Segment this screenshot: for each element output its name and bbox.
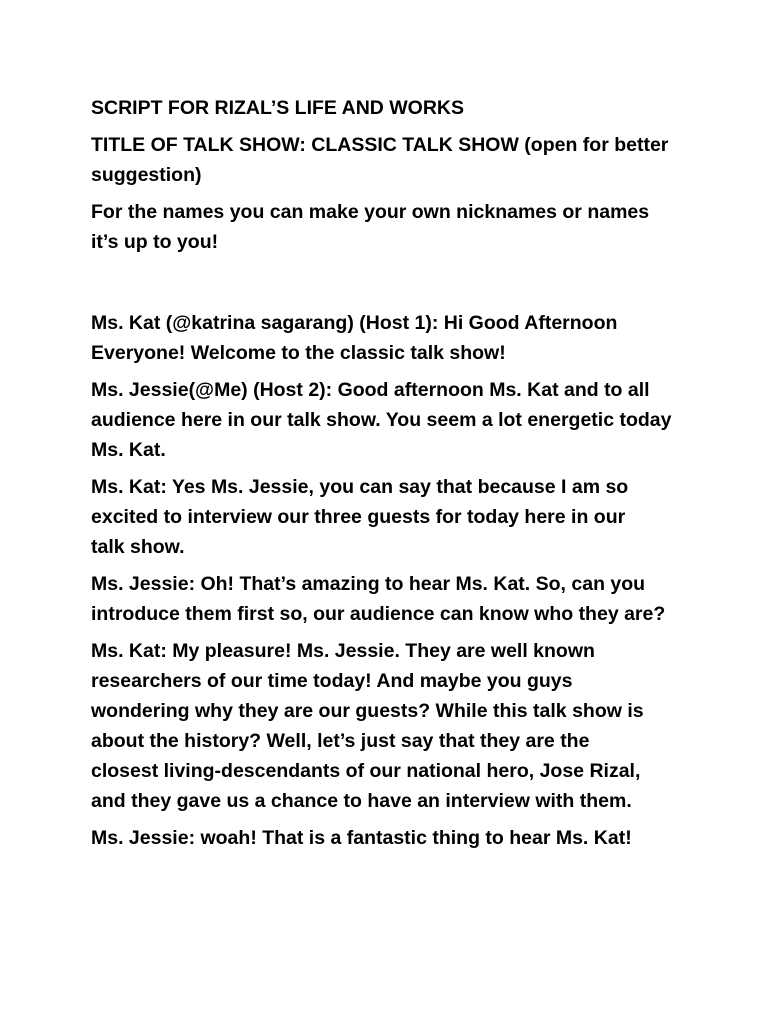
blank-line: [91, 264, 691, 308]
dialogue-line: Ms. Jessie: woah! That is a fantastic thing to hear Ms. Kat!: [91, 827, 632, 849]
document-heading: SCRIPT FOR RIZAL’S LIFE AND WORKS: [91, 97, 465, 119]
names-note: For the names you can make your own nicknames or names it’s up to you!: [91, 201, 650, 253]
talk-show-title: TITLE OF TALK SHOW: CLASSIC TALK SHOW (open for better suggestion): [91, 134, 669, 186]
dialogue-line: Ms. Kat: My pleasure! Ms. Jessie. They are well known researchers of our time today! And maybe you guys wondering why they are our guests? While this talk show is about the history? Well, let’s just say that they are the closest living-descendants of our national hero, Jose Rizal, and they gave us a chance to have an interview with them.: [91, 640, 644, 812]
dialogue-line: Ms. Kat (@katrina sagarang) (Host 1): Hi Good Afternoon Everyone! Welcome to the classic talk show!: [91, 312, 618, 364]
document-body: [91, 93, 691, 860]
dialogue-line: Ms. Jessie: Oh! That’s amazing to hear Ms. Kat. So, can you introduce them first so, our audience can know who they are?: [91, 573, 666, 625]
dialogue-line: Ms. Jessie(@Me) (Host 2): Good afternoon Ms. Kat and to all audience here in our talk show. You seem a lot energetic today Ms. Kat.: [91, 379, 672, 461]
dialogue-line: Ms. Kat: Yes Ms. Jessie, you can say that because I am so excited to interview our three guests for today here in our talk show.: [91, 476, 629, 558]
